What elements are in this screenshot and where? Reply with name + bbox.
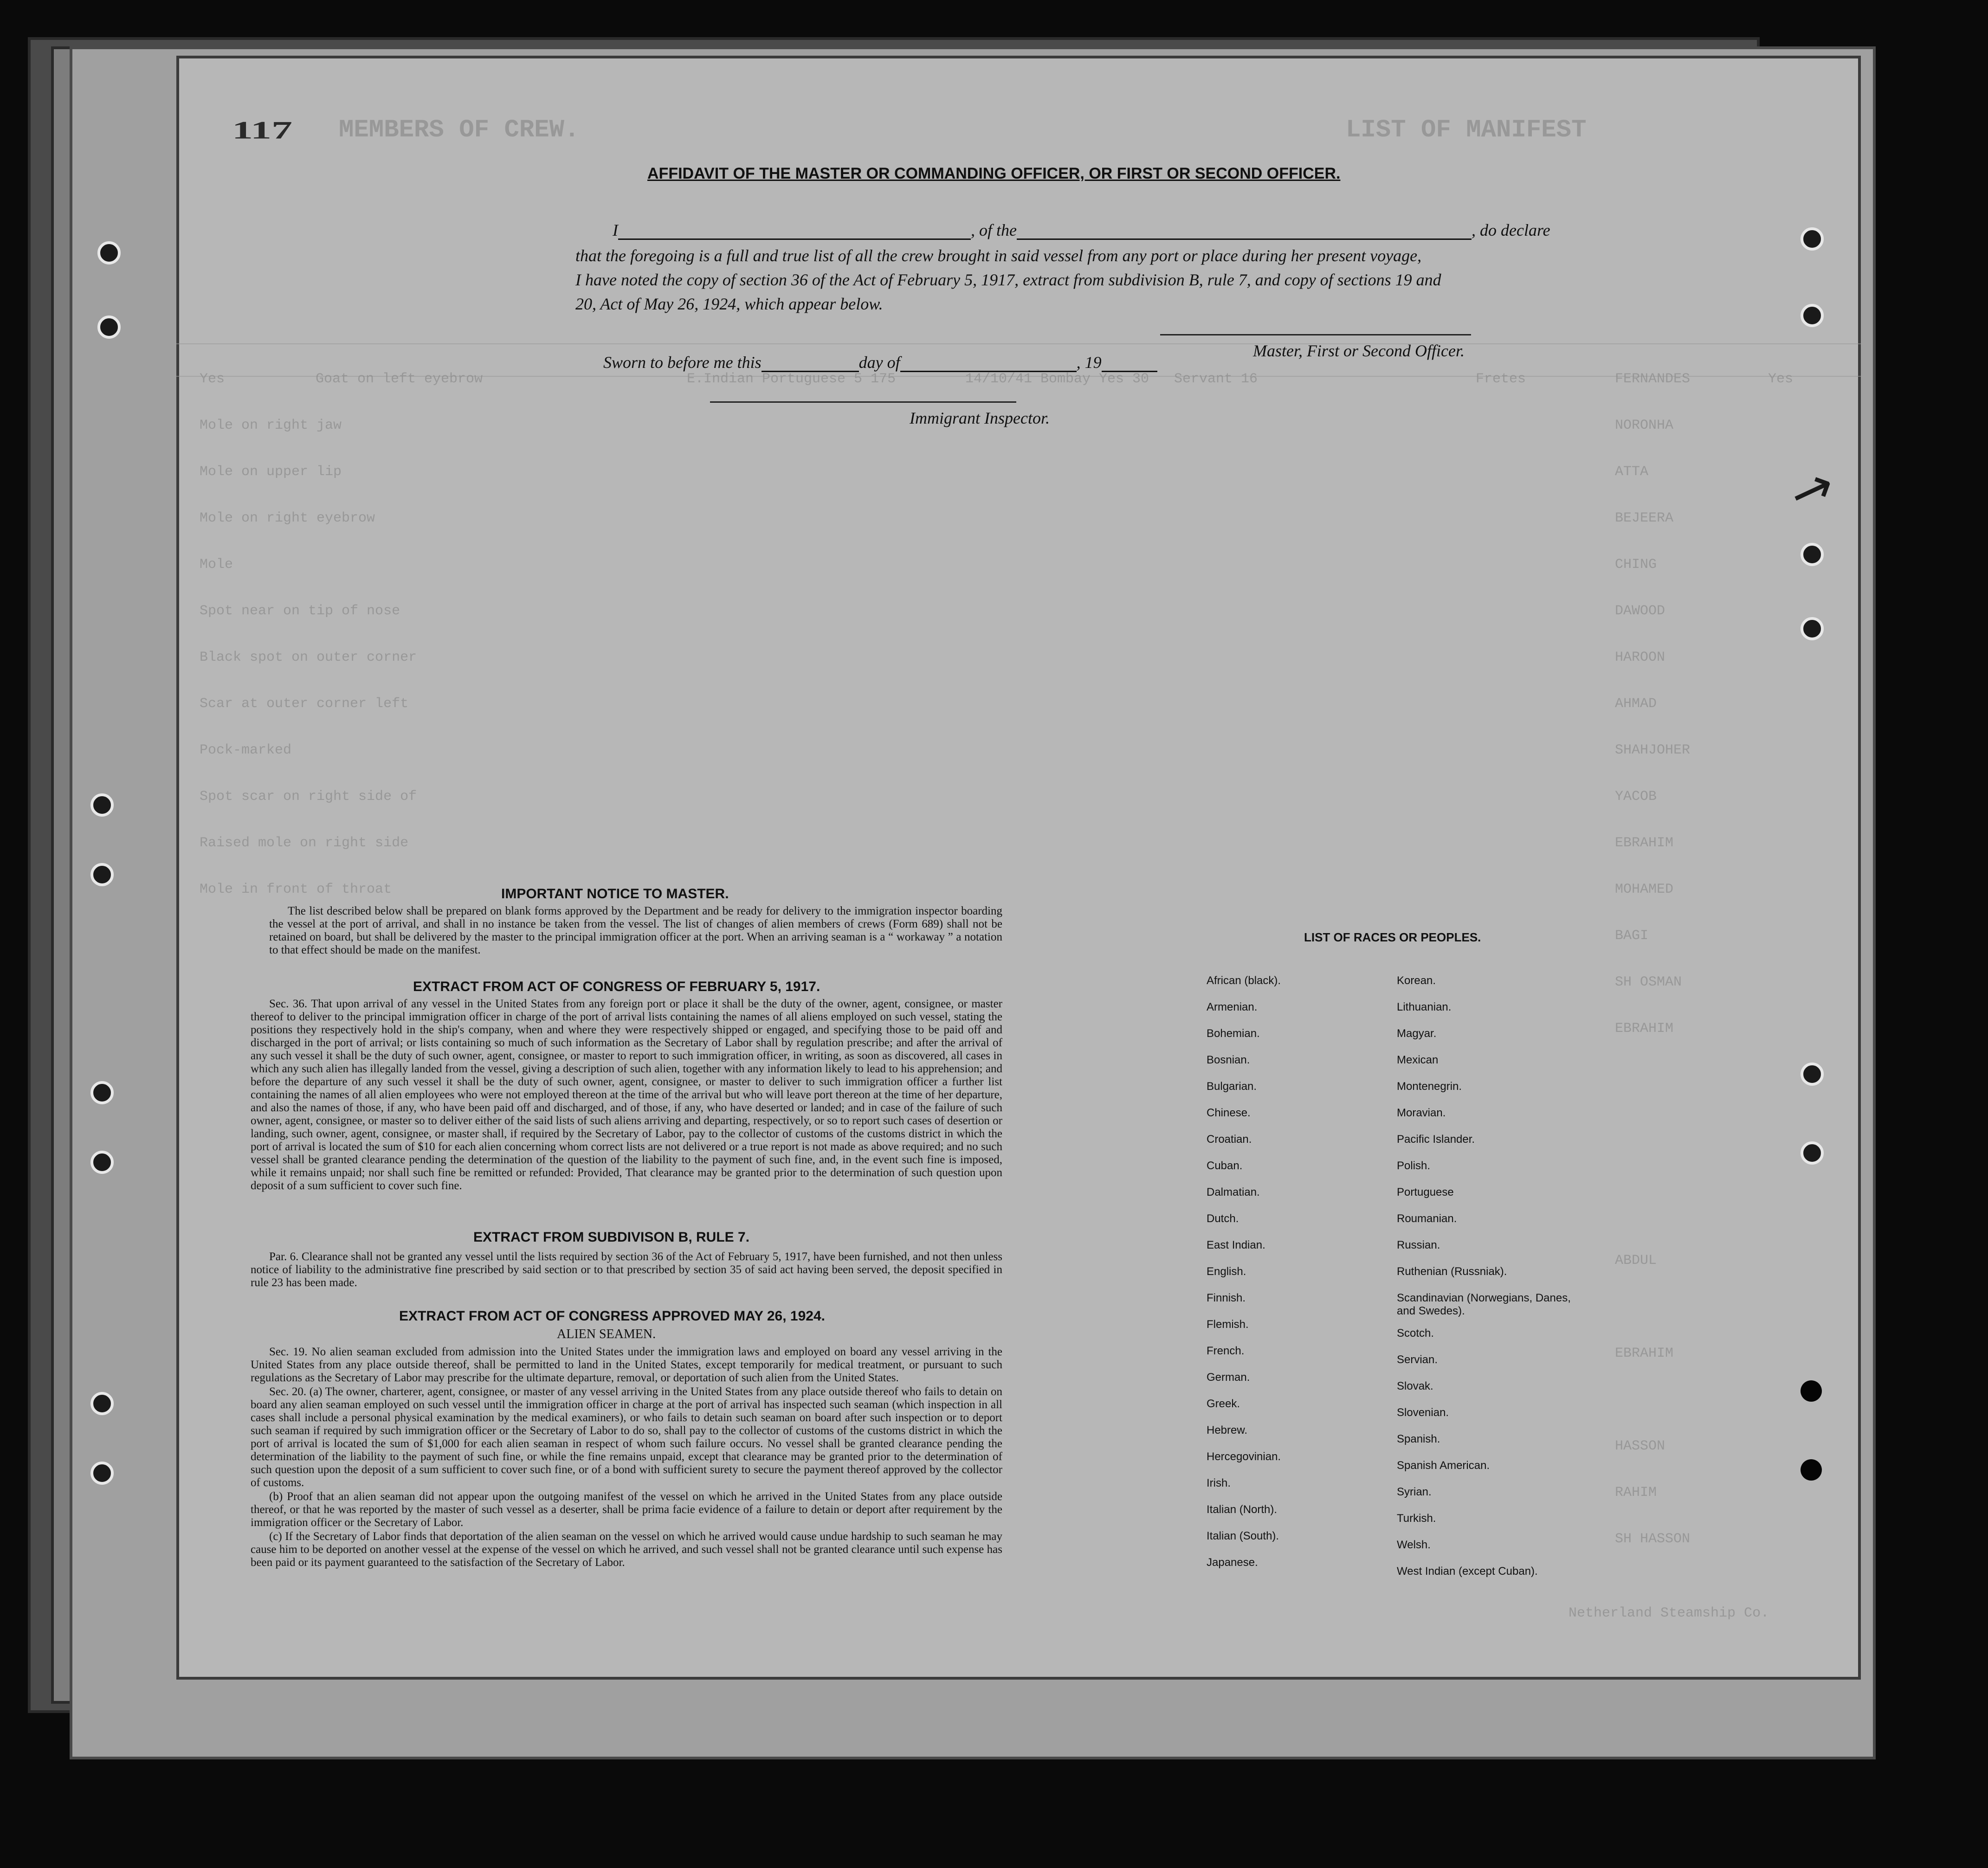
punch-hole <box>1801 1380 1822 1402</box>
punch-hole <box>1801 543 1824 566</box>
alien-seamen-subheading: ALIEN SEAMEN. <box>557 1327 656 1341</box>
master-label: Master, First or Second Officer. <box>1253 341 1465 360</box>
race-item: Magyar. <box>1397 1027 1437 1040</box>
race-item: Dalmatian. <box>1207 1186 1260 1198</box>
punch-hole <box>90 1151 114 1174</box>
master-signature-line <box>1160 334 1471 335</box>
race-item: Irish. <box>1207 1477 1231 1489</box>
race-item: Spanish. <box>1397 1433 1440 1445</box>
race-item: Bosnian. <box>1207 1054 1250 1066</box>
race-item: Greek. <box>1207 1398 1240 1410</box>
race-item: Cuban. <box>1207 1159 1243 1172</box>
sworn-day-of: day of <box>858 353 900 372</box>
declaration-line-2: that the foregoing is a full and true list of all the crew brought in said vessel from any port or place during her present voyage, <box>575 246 1422 265</box>
punch-hole <box>90 1392 114 1415</box>
punch-hole <box>90 1462 114 1485</box>
race-item: Lithuanian. <box>1397 1001 1452 1013</box>
sec-20a-paragraph: Sec. 20. (a) The owner, charterer, agent, consignee, or master of any vessel arriving in the United States from any place outside thereof who fails to detain on board any alien seaman employed on such vessel until the immigration officer in charge at the port of arrival has inspected such seaman (which inspection in all cases shall include a personal physical examination by the medical examiners), or who fails to detain such seaman on board after such inspection or to deport such seaman if required by such immigration officer or the Secretary of Labor to do so, shall pay to the collector of customs of the customs district in which the port of arrival is located the sum of $1,000 for each alien seaman in respect of whom such failure occurs. No vessel shall be granted clearance pending the determination of the liability to the payment of such fine, or while the fine remains unpaid, except that clearance may be granted prior to the determination of such question upon the deposit of a sum sufficient to cover such fine, or of a bond with sufficient surety to secure the payment thereof approved by the collector of customs. <box>251 1385 1002 1489</box>
check-mark: ↗ <box>1782 454 1843 524</box>
inspector-label: Immigrant Inspector. <box>910 409 1050 427</box>
declaration-line-1 <box>613 220 1550 240</box>
declaration-line-3: I have noted the copy of section 36 of the Act of February 5, 1917, extract from subdivision B, rule 7, and copy of sections 19 and <box>575 271 1441 289</box>
race-item: Polish. <box>1397 1159 1431 1172</box>
extract-1924-heading: EXTRACT FROM ACT OF CONGRESS APPROVED MAY 26, 1924. <box>399 1308 825 1324</box>
sec-19-paragraph: Sec. 19. No alien seaman excluded from admission into the United States under the immigration laws and employed on board any vessel arriving in the United States from any place outside thereof, shall be permitted to land in the United States, except temporarily for medical treatment, or pursuant to such regulations as the Secretary of Labor may prescribe for the ultimate departure, removal, or deportation of such alien from the United States. <box>251 1346 1002 1384</box>
punch-hole <box>1801 304 1824 327</box>
race-item: Hercegovinian. <box>1207 1450 1281 1463</box>
extract-1917-heading: EXTRACT FROM ACT OF CONGRESS OF FEBRUARY 5, 1917. <box>413 979 820 994</box>
sworn-year-blank <box>1102 371 1157 372</box>
race-item: Portuguese <box>1397 1186 1454 1198</box>
race-item: Bulgarian. <box>1207 1080 1257 1093</box>
punch-hole <box>90 863 114 886</box>
punch-hole <box>1801 227 1824 251</box>
race-item: Roumanian. <box>1397 1212 1457 1225</box>
sec-20c-paragraph: (c) If the Secretary of Labor finds that deportation of the alien seaman on the vessel on which he arrived would cause undue hardship to such seaman he may cause him to be deported on another vessel at the expense of the vessel on which he arrived, and such vessel shall not be granted clearance until such expense has been paid or its payment guaranteed to the satisfaction of the Secretary of Labor. <box>251 1530 1002 1569</box>
race-item: Flemish. <box>1207 1318 1249 1331</box>
par-6-paragraph: Par. 6. Clearance shall not be granted any vessel until the lists required by section 36 of the Act of February 5, 1917, have been furnished, and not then unless notice of liability to the administrative fine prescribed by said section or to that prescribed by section 35 of said act having been served, the deposit specified in rule 23 has been made. <box>251 1250 1002 1289</box>
sec-20b-paragraph: (b) Proof that an alien seaman did not appear upon the outgoing manifest of the vessel on which he arrived in the United States from any place outside thereof, or that he was reported by the master of such vessel as a deserter, shall be prima facie evidence of a failure to detain or deport after requirement by the immigration officer or the Secretary of Labor. <box>251 1490 1002 1529</box>
races-title: LIST OF RACES OR PEOPLES. <box>1304 930 1481 944</box>
race-item: Finnish. <box>1207 1292 1246 1304</box>
race-item: German. <box>1207 1371 1250 1384</box>
race-item: Mexican <box>1397 1054 1439 1066</box>
race-item: Slovak. <box>1397 1380 1433 1392</box>
punch-hole <box>1801 1141 1824 1165</box>
declaration-line-4: 20, Act of May 26, 1924, which appear below. <box>575 295 883 313</box>
race-item: Armenian. <box>1207 1001 1258 1013</box>
sworn-day-blank <box>762 371 859 372</box>
race-item: Scandinavian (Norwegians, Danes, and Swedes). <box>1397 1292 1571 1317</box>
declaration-declare: , do declare <box>1471 221 1550 239</box>
race-item: Russian. <box>1397 1239 1440 1251</box>
rule7-text <box>251 1250 1002 1290</box>
race-item: Spanish American. <box>1397 1459 1490 1472</box>
race-item: Ruthenian (Russniak). <box>1397 1265 1507 1278</box>
extract-1924-text <box>251 1346 1002 1570</box>
race-item: Dutch. <box>1207 1212 1239 1225</box>
race-item: Hebrew. <box>1207 1424 1248 1436</box>
race-item: African (black). <box>1207 974 1281 987</box>
race-item: Italian (North). <box>1207 1503 1278 1516</box>
sworn-line <box>603 353 1157 372</box>
punch-hole <box>90 793 114 817</box>
race-item: English. <box>1207 1265 1246 1278</box>
name-blank <box>618 238 971 240</box>
sworn-year: , 19 <box>1076 353 1102 372</box>
race-item: Korean. <box>1397 974 1436 987</box>
race-item: Montenegrin. <box>1397 1080 1462 1093</box>
extract-1917-text <box>251 998 1002 1193</box>
punch-hole <box>90 1081 114 1104</box>
punch-hole <box>97 316 121 339</box>
vessel-blank <box>1017 238 1472 240</box>
race-item: Croatian. <box>1207 1133 1252 1146</box>
race-item: Servian. <box>1397 1353 1438 1366</box>
race-item: Slovenian. <box>1397 1406 1449 1419</box>
race-item: East Indian. <box>1207 1239 1265 1251</box>
affidavit-page: LIST OF MANIFEST MEMBERS OF CREW. Yes Goat on left eyebrow Mole on right jaw Mole on upper lip Mole on right eyebrow Mole Spot near on tip of nose Black spot on outer corner Scar at outer corner left Pock-marked Spot scar on right side of Raised mole on right side Mole in front of throat E.Indian Portuguese 5 175 14/10/41 Bombay Yes 30 Servant 16 Fretes FERNANDES Yes NORONHA ATTA BEJEERA CHING DAWOOD HAROON AHMAD SHAHJOHER YACOB EBRAHIM MOHAMED BAGI SH OSMAN EBRAHIM ABDUL EBRAHIM HASSON RAHIM SH HASSON Netherland Steamship Co. 117 AFFIDAVIT OF THE MASTER OR COMMANDING OFFICER, OR FIRST OR SECOND OFFICER. I , of the , do declare that the foregoing is a full and true list of all the crew brought in said vessel from any port or place during her present voyage, I have noted the copy of section 36 of the Act of February 5, 1917, extract from subdivision B, rule 7, and copy of sections 19 and 20, Act of May 26, 1924, which appear below. Master, First or Second Officer. Sworn to before me this day of , 19 Immigrant Inspector. IMPORTANT NOTICE TO MASTER. The list described below shall be prepared on blank forms approved by the Department and be ready for delivery to the immigration inspector boarding the vessel at the port of arrival, and shall in no instance be taken from the vessel. The list of changes of alien members of crews (Form 689) shall not be retained on board, but shall be delivered by the master to the principal immigration officer at the port. When an arriving seaman is a “ workaway ” a notation to that effect should be made on the manifest. EXTRACT FROM ACT OF CONGRESS OF FEBRUARY 5, 1917. Sec. 36. That upon arrival of any vessel in the United States from any foreign port or place it shall be the duty of the owner, agent, consignee, or master thereof to deliver to the principal immigration officer in charge of the port of arrival lists containing the names of all aliens employed on such vessel, stating the positions they respectively hold in the ship's company, when and where they were respectively shipped or engaged, and specifying those to be paid off and discharged in the port of arrival; or lists containing so much of such information as the Secretary of Labor shall by regulation prescribe; and after the arrival of any such vessel it shall be the duty of such owner, agent, consignee, or master to report to such immigration officer, in writing, as soon as discovered, all cases in which any such alien has illegally landed from the vessel, giving a description of such alien, together with any information likely to lead to his apprehension; and before the departure of any such vessel it shall be the duty of such owner, agent, consignee, or master to deliver to such immigration officer a further list containing the names of all alien employees who were not employed thereon at the time of the arrival but who will leave port thereon at the time of her departure, and also the names of those, if any, who have been paid off and discharged, and of those, if any, who have deserted or landed; and in case of the failure of such owner, agent, consignee, or master so to deliver either of the said lists of such aliens arriving and departing, respectively, or so to report such cases of desertion or landing, such owner, agent, consignee, or master shall, if required by the Secretary of Labor, pay to the collector of customs of the customs district in which the port of arrival is located the sum of $10 for each alien concerning whom correct lists are not delivered or a true report is not made as above required; and no such vessel shall be granted clearance pending the determination of the question of the liability to the payment of such fine, and, in the event such fine is imposed, while it remains unpaid; nor shall such fine be remitted or refunded: Provided, That clearance may be granted prior to the determination of such question upon deposit of a sum sufficient to cover such fine. EXTRACT FROM SUBDIVISON B, RULE 7. Par. 6. Clearance shall not be granted any vessel until the lists required by section 36 of the Act of February 5, 1917, have been furnished, and not then unless notice of liability to the administrative fine prescribed by said section or to that prescribed by section 35 of said act having been served, the deposit specified in rule 23 has been made. EXTRACT FROM ACT OF CONGRESS APPROVED MAY 26, 1924. ALIEN SEAMEN. Sec. 19. No alien seaman excluded from admission into the United States under the immigration laws and employed on board any vessel arriving in the United States from any place outside thereof, shall be permitted to land in the United States, except temporarily for medical treatment, or pursuant to such regulations as the Secretary of Labor may prescribe for the ultimate departure, removal, or deportation of such alien from the United States. Sec. 20. (a) The owner, charterer, agent, consignee, or master of any vessel arriving in the United States from any place outside thereof who fails to detain on board any alien seaman employed on such vessel until the immigration officer in charge at the port of arrival has inspected such seaman (which inspection in all cases shall include a personal physical examination by the medical examiners), or who fails to detain such seaman on board after such inspection or to deport such seaman if required by such immigration officer or the Secretary of Labor to do so, shall pay to the collector of customs of the customs district in which the port of arrival is located the sum of $1,000 for each alien seaman in respect of whom such failure occurs. No vessel shall be granted clearance pending the determination of the liability to the payment of such fine, or while the fine remains unpaid, except that clearance may be granted prior to the determination of such question upon the deposit of a sum sufficient to cover such fine, or of a bond with sufficient surety to secure the payment thereof approved by the collector of customs. (b) Proof that an alien seaman did not appear upon the outgoing manifest of the vessel on which he arrived in the United States from any place outside thereof, or that he was reported by the master of such vessel as a deserter, shall be prima facie evidence of a failure to detain or deport after requirement by the immigration officer or the Secretary of Labor. (c) If the Secretary of Labor finds that deportation of the alien seaman on the vessel on which he arrived would cause undue hardship to such seaman he may cause him to be deported on another vessel at the expense of the vessel on which he arrived, and such vessel shall not be granted clearance until such expense has been paid or its payment guaranteed to the satisfaction of the Secretary of Labor. LIST OF RACES OR PEOPLES. African (black). Armenian. Bohemian. Bosnian. Bulgarian. Chinese. Croatian. Cuban. Dalmatian. Dutch. East Indian. English. Finnish. Flemish. French. German. Greek. Hebrew. Hercegovinian. Irish. Italian (North). Italian (South). Japanese. Korean. Lithuanian. Magyar. Mexican Montenegrin. Moravian. Pacific Islander. Polish. Portuguese Roumanian. Russian. Ruthenian (Russniak). Scandinavian (Norwegians, Danes, and Swedes). Scotch. Servian. Slovak. Slovenian. Spanish. Spanish American. Syrian. Turkish. Welsh. West Indian (except Cuban). <box>176 56 1861 1680</box>
race-item: Chinese. <box>1207 1107 1251 1119</box>
race-item: Turkish. <box>1397 1512 1436 1525</box>
inspector-signature-line <box>710 401 1016 403</box>
page-number: 117 <box>232 116 293 144</box>
punch-hole <box>1801 1459 1822 1481</box>
notice-paragraph: The list described below shall be prepared on blank forms approved by the Department and be ready for delivery to the immigration inspector boarding the vessel at the port of arrival, and shall in no instance be taken from the vessel. The list of changes of alien members of crews (Form 689) shall not be retained on board, but shall be delivered by the master to the principal immigration officer at the port. When an arriving seaman is a “ workaway ” a notation to that effect should be made on the manifest. <box>269 905 1002 956</box>
race-item: Syrian. <box>1397 1486 1432 1498</box>
sworn-month-blank <box>900 371 1077 372</box>
punch-hole <box>1801 1063 1824 1086</box>
race-item: Scotch. <box>1397 1327 1434 1340</box>
declaration-i: I <box>613 221 618 239</box>
race-item: French. <box>1207 1345 1245 1357</box>
race-item: Pacific Islander. <box>1397 1133 1475 1146</box>
sworn-text: Sworn to before me this <box>603 353 762 372</box>
race-item: Bohemian. <box>1207 1027 1260 1040</box>
punch-hole <box>97 241 121 264</box>
race-item: West Indian (except Cuban). <box>1397 1565 1538 1578</box>
notice-text <box>269 905 1002 958</box>
notice-heading: IMPORTANT NOTICE TO MASTER. <box>501 886 729 902</box>
punch-hole <box>1801 617 1824 640</box>
affidavit-title: AFFIDAVIT OF THE MASTER OR COMMANDING OFFICER, OR FIRST OR SECOND OFFICER. <box>647 165 1341 182</box>
race-item: Moravian. <box>1397 1107 1446 1119</box>
race-item: Welsh. <box>1397 1539 1431 1551</box>
sec-36-paragraph: Sec. 36. That upon arrival of any vessel in the United States from any foreign port or place it shall be the duty of the owner, agent, consignee, or master thereof to deliver to the principal immigration officer in charge of the port of arrival lists containing the names of all aliens employed on such vessel, stating the positions they respectively hold in the ship's company, when and where they were respectively shipped or engaged, and specifying those to be paid off and discharged in the port of arrival; or lists containing so much of such information as the Secretary of Labor shall by regulation prescribe; and after the arrival of any such vessel it shall be the duty of such owner, agent, consignee, or master to report to such immigration officer, in writing, as soon as discovered, all cases in which any such alien has illegally landed from the vessel, giving a description of such alien, together with any information likely to lead to his apprehension; and before the departure of any such vessel it shall be the duty of such owner, agent, consignee, or master to deliver to such immigration officer a further list containing the names of all alien employees who were not employed thereon at the time of the arrival but who will leave port thereon at the time of her departure, and also the names of those, if any, who have been paid off and discharged, and of those, if any, who have deserted or landed; and in case of the failure of such owner, agent, consignee, or master so to deliver either of the said lists of such aliens arriving and departing, respectively, or so to report such cases of desertion or landing, such owner, agent, consignee, or master shall, if required by the Secretary of Labor, pay to the collector of customs of the customs district in which the port of arrival is located the sum of $10 for each alien concerning whom correct lists are not delivered or a true report is not made as above required; and no such vessel shall be granted clearance pending the determination of the question of the liability to the payment of such fine, and, in the event such fine is imposed, while it remains unpaid; nor shall such fine be remitted or refunded: Provided, That clearance may be granted prior to the determination of such question upon deposit of a sum sufficient to cover such fine. <box>251 998 1002 1192</box>
declaration-of: , of the <box>971 221 1017 239</box>
race-item: Italian (South). <box>1207 1530 1279 1542</box>
race-item: Japanese. <box>1207 1556 1258 1569</box>
rule7-heading: EXTRACT FROM SUBDIVISON B, RULE 7. <box>473 1230 750 1245</box>
